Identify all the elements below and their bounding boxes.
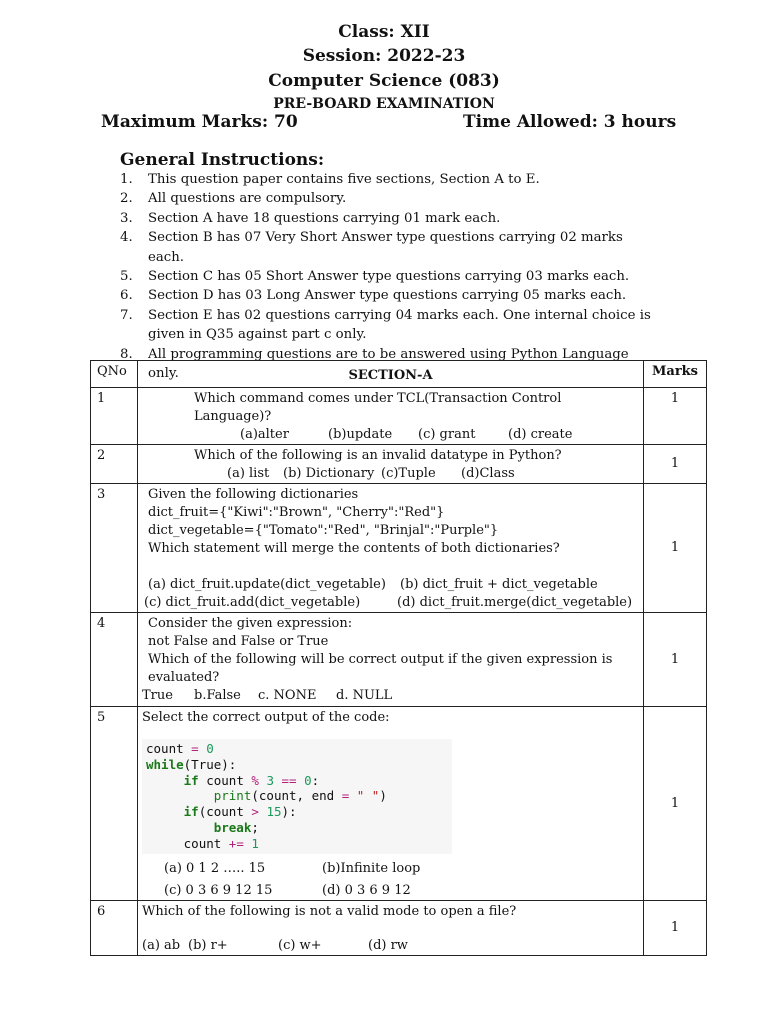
question-number: 5 [91, 707, 138, 901]
option-a: (a) ab [142, 938, 181, 953]
code-token: ) [379, 788, 387, 804]
question-line: Which statement will merge the contents of both dictionaries? [148, 541, 560, 556]
question-body [138, 613, 644, 707]
marks-value: 1 [644, 388, 707, 445]
question-number: 1 [91, 388, 138, 445]
code-token: 0 [206, 741, 214, 756]
code-token: = [341, 788, 350, 804]
option-c: c. NONE [258, 688, 317, 703]
question-number: 3 [91, 484, 138, 613]
time-allowed: Time Allowed: 3 hours [463, 112, 677, 132]
option-a: (a) dict_fruit.update(dict_vegetable) [148, 577, 386, 592]
question-body [138, 484, 644, 613]
question-line: Which of the following will be correct output if the given expression is [148, 652, 613, 667]
code-token: " " [349, 788, 380, 804]
marks-value: 1 [644, 613, 707, 707]
code-token: += [228, 835, 244, 851]
instruction-text: Section C has 05 Short Answer type questions carrying 03 marks each. [148, 269, 630, 285]
instruction-number: 4. [120, 230, 133, 246]
instruction-number: 6. [120, 288, 133, 304]
instruction-text: Section A have 18 questions carrying 01 mark each. [148, 210, 501, 226]
option-b: (b)Infinite loop [322, 860, 421, 876]
code-token: == [281, 772, 297, 788]
instruction-text: Section E has 02 questions carrying 04 marks each. One internal choice is given in Q35 against part c only. [148, 307, 651, 343]
qno-header: QNo [91, 361, 138, 388]
code-token: while [146, 756, 184, 772]
marks-value: 1 [644, 901, 707, 956]
instruction-number: 5. [120, 269, 133, 285]
options [194, 426, 637, 444]
instruction-item [120, 209, 660, 228]
code-token: 0 [296, 772, 312, 788]
option-b: b.False [194, 688, 241, 703]
option-d: (d)Class [461, 466, 515, 481]
question-row [91, 445, 707, 484]
code-token: 15 [258, 804, 282, 820]
instruction-item [120, 189, 660, 208]
question-line: not False and False or True [148, 634, 329, 649]
question-line: Given the following dictionaries [148, 487, 359, 502]
question-text: Which of the following is an invalid datatype in Python? [194, 448, 562, 463]
code-token: count [183, 835, 229, 851]
code-token: ; [251, 819, 259, 835]
instruction-number: 8. [120, 346, 133, 362]
code-token: 3 [258, 772, 282, 788]
options [144, 594, 637, 612]
question-text: Select the correct output of the code: [142, 710, 390, 725]
options [142, 687, 637, 705]
question-line: Consider the given expression: [148, 616, 353, 631]
section-title: SECTION-A [138, 361, 644, 388]
code-block [142, 739, 452, 854]
question-text: Which command comes under TCL(Transaction Control Language)? [194, 391, 562, 424]
question-row [91, 484, 707, 613]
code-token: break [213, 819, 252, 835]
options [148, 576, 637, 594]
option-c: (c) w+ [278, 938, 322, 953]
question-line: evaluated? [148, 670, 220, 685]
question-number: 2 [91, 445, 138, 484]
option-b: (b) dict_fruit + dict_vegetable [400, 577, 598, 592]
question-row [91, 613, 707, 707]
instruction-text: Section B has 07 Very Short Answer type questions carrying 02 marks each. [148, 230, 623, 265]
option-a: (a) list [227, 466, 270, 481]
option-d: (d) rw [368, 938, 408, 953]
instructions-list [120, 170, 660, 383]
option-c: (c) grant [418, 427, 476, 442]
subject-heading: Computer Science (083) [268, 71, 500, 91]
option-a: (a)alter [240, 427, 289, 442]
option-b: (b) Dictionary [283, 466, 375, 481]
session-heading: Session: 2022-23 [302, 46, 466, 66]
code-token: ): [281, 804, 297, 820]
class-heading: Class: XII [338, 22, 430, 42]
question-number: 6 [91, 901, 138, 956]
code-token: (count [198, 804, 252, 820]
option-d: (d) 0 3 6 9 12 [322, 882, 411, 898]
instruction-text: Section D has 03 Long Answer type questions carrying 05 marks each. [148, 288, 627, 304]
question-row [91, 707, 707, 901]
options [142, 882, 637, 900]
options [142, 860, 637, 878]
instruction-text: All questions are compulsory. [148, 191, 347, 207]
code-token: % [251, 772, 259, 788]
option-d: (d) dict_fruit.merge(dict_vegetable) [397, 595, 633, 610]
code-token: (True): [183, 756, 237, 772]
instruction-number: 3. [120, 210, 133, 226]
table-header-row [91, 361, 707, 388]
code-token: if [183, 772, 199, 788]
instruction-text: All programming questions are to be answered using Python Language only. [148, 346, 629, 382]
question-table [90, 360, 707, 956]
code-token: print [213, 788, 252, 804]
question-row [91, 901, 707, 956]
code-token: count [198, 772, 252, 788]
code-token: 1 [243, 835, 259, 851]
option-a: True [142, 688, 173, 703]
marks-value: 1 [644, 707, 707, 901]
maximum-marks: Maximum Marks: 70 [101, 112, 298, 132]
option-c: (c)Tuple [381, 466, 436, 481]
question-body [138, 388, 644, 445]
instruction-text: This question paper contains five sections, Section A to E. [148, 172, 540, 187]
code-token: if [183, 804, 199, 820]
option-a: (a) 0 1 2 ….. 15 [164, 860, 266, 876]
instruction-number: 1. [120, 172, 133, 187]
instruction-item [120, 170, 660, 189]
marks-value: 1 [644, 484, 707, 613]
option-c: (c) 0 3 6 9 12 15 [164, 882, 273, 898]
option-c: (c) dict_fruit.add(dict_vegetable) [144, 595, 361, 610]
option-d: d. NULL [336, 688, 393, 703]
instruction-item [120, 267, 660, 286]
options [194, 465, 637, 483]
option-d: (d) create [508, 427, 573, 442]
code-token: = [191, 741, 199, 756]
question-body [138, 445, 644, 484]
exam-heading: PRE-BOARD EXAMINATION [273, 96, 495, 112]
question-body [138, 901, 644, 956]
instructions-title: General Instructions: [120, 150, 325, 170]
question-number: 4 [91, 613, 138, 707]
option-b: (b)update [328, 427, 393, 442]
instruction-item [120, 286, 660, 305]
instruction-item [120, 228, 660, 267]
options [142, 937, 637, 955]
question-text: Which of the following is not a valid mode to open a file? [142, 904, 517, 919]
question-row [91, 388, 707, 445]
code-token: (count, end [251, 788, 342, 804]
instruction-item [120, 306, 660, 345]
instruction-number: 7. [120, 307, 133, 323]
question-body [138, 707, 644, 901]
code-token: > [251, 804, 259, 820]
code-token: count [146, 741, 184, 756]
marks-value: 1 [644, 445, 707, 484]
marks-header: Marks [644, 361, 707, 388]
option-b: (b) r+ [188, 938, 228, 953]
instruction-number: 2. [120, 191, 133, 207]
code-token: : [311, 772, 320, 788]
question-line: dict_vegetable={"Tomato":"Red", "Brinjal":"Purple"} [148, 523, 499, 538]
question-line: dict_fruit={"Kiwi":"Brown", "Cherry":"Red"} [148, 505, 445, 520]
